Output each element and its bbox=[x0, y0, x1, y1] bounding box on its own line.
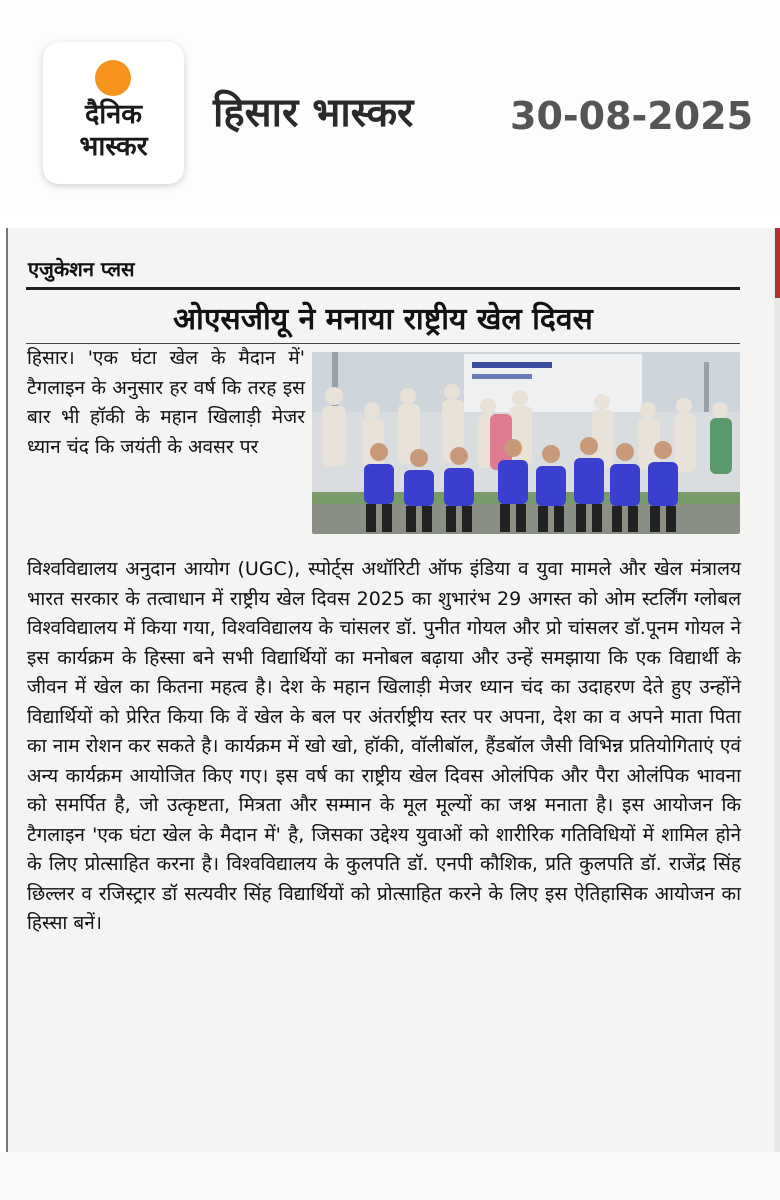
adjacent-column-edge bbox=[774, 228, 780, 1152]
section-label: एजुकेशन प्लस bbox=[28, 257, 135, 281]
edition-date: 30-08-2025 bbox=[510, 94, 754, 138]
edition-title: हिसार भास्कर bbox=[213, 90, 414, 136]
adjacent-column-mark bbox=[775, 228, 780, 298]
sun-dot-icon bbox=[95, 60, 131, 96]
article-intro: हिसार। 'एक घंटा खेल के मैदान में' टैगलाइन के अनुसार हर वर्ष कि तरह इस बार भी हॉकी के महान खिलाड़ी मेजर ध्यान चंद कि जयंती के अवसर पर bbox=[27, 347, 305, 458]
app-header bbox=[0, 0, 780, 210]
screen-bottom-margin bbox=[0, 1152, 780, 1200]
logo-text-line2: भास्कर bbox=[79, 131, 148, 162]
dainik-bhaskar-logo bbox=[43, 42, 184, 184]
event-group-photo bbox=[312, 352, 740, 534]
article-body: विश्वविद्यालय अनुदान आयोग (UGC), स्पोर्ट्स अथॉरिटी ऑफ इंडिया व युवा मामले और खेल मंत्रालय भारत सरकार के तत्वाधान में राष्ट्रीय खेल दिवस 2025 का शुभारंभ 29 अगस्त को ओम स्टर्लिंग ग्लोबल विश्वविद्यालय में किया गया, विश्वविद्यालय के चांसलर डॉ. पुनीत गोयल और प्रो चांसलर डॉ.पूनम गोयल ने इस कार्यक्रम के हिस्सा बने सभी विद्यार्थियों का मनोबल बढ़ाया और उन्हें समझाया कि एक विद्यार्थी के जीवन में खेल का कितना महत्व है। देश के महान खिलाड़ी मेजर ध्यान चंद का उदाहरण देते हुए उन्होंने विद्यार्थियों को प्रेरित किया कि वें खेल के बल पर अंतर्राष्ट्रीय स्तर पर अपना, देश का व अपने माता पिता का नाम रोशन कर सकते है। कार्यक्रम में खो खो, हॉकी, वॉलीबॉल, हैंडबॉल जैसी विभिन्न प्रतियोगिताएं एवं अन्य कार्यक्रम आयोजित किए गए। इस वर्ष का राष्ट्रीय खेल दिवस ओलंपिक और पैरा ओलंपिक भावना को समर्पित है, जो उत्कृष्टता, मित्रता और सम्मान के मूल मूल्यों का जश्न मनाता है। इस आयोजन कि टैगलाइन 'एक घंटा खेल के मैदान में' है, जिसका उद्देश्य युवाओं को शारीरिक गतिविधियों में शामिल होने के लिए प्रोत्साहित करना है। विश्वविद्यालय के कुलपति डॉ. एनपी कौशिक, प्रति कुलपति डॉ. राजेंद्र सिंह छिल्लर व रजिस्ट्रार डॉ सत्यवीर सिंह विद्यार्थियों को प्रोत्साहित करने के लिए इस ऐतिहासिक आयोजन का हिस्सा बनें। bbox=[27, 558, 741, 934]
article-headline: ओएसजीयू ने मनाया राष्ट्रीय खेल दिवस bbox=[173, 302, 593, 337]
section-rule bbox=[26, 287, 740, 290]
logo-text-line1: दैनिक bbox=[84, 99, 143, 130]
